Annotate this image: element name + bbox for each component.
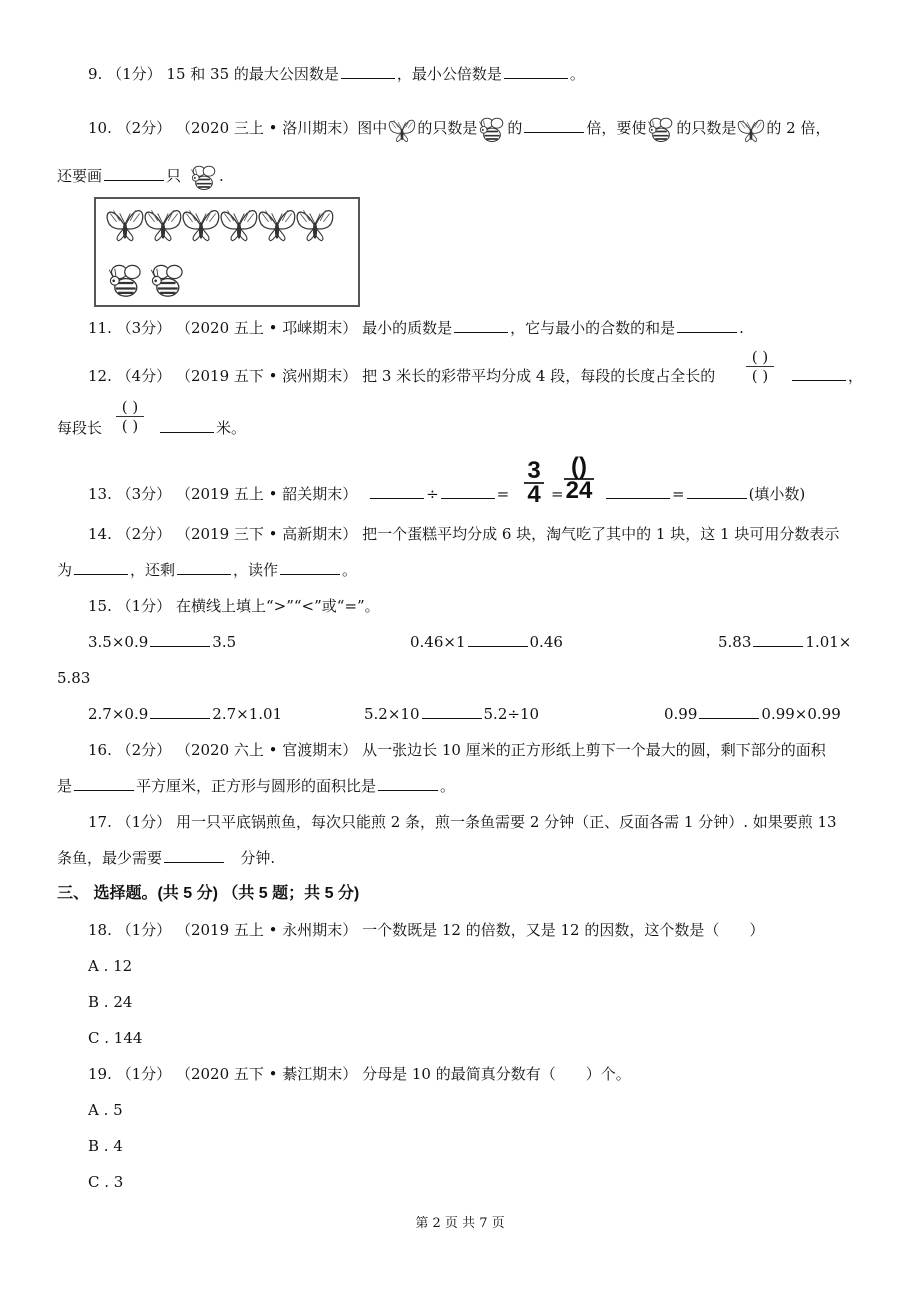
question-number: 17. xyxy=(88,813,112,831)
question-text: 条鱼，最少需要 xyxy=(57,849,163,867)
answer-blank[interactable] xyxy=(150,632,210,647)
score-label: （2分） xyxy=(116,119,172,137)
answer-blank[interactable] xyxy=(468,632,528,647)
source-label: （2019 三下 • 高新期末） xyxy=(175,525,358,543)
operator: = xyxy=(672,485,685,503)
question-text: 还要画 xyxy=(57,167,103,185)
butterfly-icon xyxy=(145,210,181,240)
question-text: . xyxy=(739,319,744,337)
question-text: 的 2 倍， xyxy=(766,119,831,137)
question-text: 。 xyxy=(440,777,456,795)
compare-item xyxy=(88,704,282,724)
score-label: （1分） xyxy=(116,921,172,939)
answer-blank[interactable] xyxy=(177,560,231,575)
score-label: （1分） xyxy=(107,65,162,83)
question-12-blank2 xyxy=(158,418,246,438)
question-text: 。 xyxy=(569,65,585,83)
question-17 xyxy=(88,812,837,832)
answer-blank[interactable] xyxy=(370,484,424,499)
question-text: 是 xyxy=(57,777,73,795)
expr: 1.01× xyxy=(805,633,852,651)
bee-icon xyxy=(151,265,182,296)
question-text: 的只数是 xyxy=(676,119,737,137)
option-b[interactable]: B . 24 xyxy=(88,993,133,1011)
compare-item xyxy=(718,632,851,652)
score-label: （3分） xyxy=(116,319,172,337)
bee-icon xyxy=(109,265,140,296)
bee-icon xyxy=(646,114,676,144)
fraction-denominator: 24 xyxy=(565,477,593,504)
expr: 5.83 xyxy=(718,633,752,651)
fraction-denominator: ( ) xyxy=(121,417,139,435)
question-12-blank xyxy=(790,366,863,386)
answer-blank[interactable] xyxy=(606,484,670,499)
expr: 0.99 xyxy=(664,705,698,723)
compare-item xyxy=(410,632,563,652)
expr: 3.5×0.9 xyxy=(88,633,149,651)
question-number: 13. xyxy=(88,485,112,503)
operator: = xyxy=(496,485,510,503)
score-label: （1分） xyxy=(116,813,172,831)
score-label: （3分） xyxy=(116,485,172,503)
picture-svg xyxy=(96,199,358,305)
answer-blank[interactable] xyxy=(422,704,482,719)
fraction-numerator: () xyxy=(571,453,587,480)
question-number: 9. xyxy=(88,65,103,83)
answer-blank[interactable] xyxy=(677,318,737,333)
answer-blank[interactable] xyxy=(164,848,224,863)
question-text: 一个数既是 12 的倍数，又是 12 的因数，这个数是（ ） xyxy=(362,921,765,939)
compare-item-cont: 5.83 xyxy=(57,669,91,687)
source-label: （2019 五上 • 永州期末） xyxy=(175,921,358,939)
butterfly-icon xyxy=(387,114,417,144)
question-text: 的 xyxy=(507,119,523,137)
question-text: 每段长 xyxy=(57,419,103,437)
option-c[interactable]: C . 144 xyxy=(88,1029,143,1047)
source-label: （2020 六上 • 官渡期末） xyxy=(175,741,358,759)
operator-eq: = xyxy=(551,485,564,503)
expr: 3.5 xyxy=(212,633,237,651)
answer-blank[interactable] xyxy=(160,418,214,433)
answer-blank[interactable] xyxy=(504,64,568,79)
question-number: 16. xyxy=(88,741,112,759)
butterfly-icon xyxy=(107,210,143,240)
question-text: 分钟. xyxy=(240,849,276,867)
question-16-cont xyxy=(57,776,455,796)
answer-blank[interactable] xyxy=(74,776,134,791)
question-12 xyxy=(88,366,715,386)
expr: 0.99×0.99 xyxy=(761,705,841,723)
question-text: 分母是 10 的最简真分数有（ ）个。 xyxy=(362,1065,631,1083)
answer-blank[interactable] xyxy=(74,560,128,575)
question-13-tail xyxy=(604,484,805,504)
fraction-denominator: ( ) xyxy=(751,367,769,385)
fraction-blank[interactable] xyxy=(746,348,774,385)
fraction-denominator: 4 xyxy=(527,481,541,508)
question-number: 12. xyxy=(88,367,112,385)
question-text: 用一只平底锅煎鱼，每次只能煎 2 条，煎一条鱼需要 2 分钟（正、反面各需 1 分钟）. 如果要煎 13 xyxy=(175,813,837,831)
question-text: ，它与最小的合数的和是 xyxy=(510,319,676,337)
expr: 0.46 xyxy=(529,633,563,651)
expr: 5.2×10 xyxy=(364,705,420,723)
butterfly-icon xyxy=(221,210,257,240)
section-title: 三、 选择题。(共 5 分) （共 5 题；共 5 分) xyxy=(57,885,360,902)
question-text: 在横线上填上“>”“<”或“=”。 xyxy=(175,597,380,615)
compare-item xyxy=(364,704,539,724)
fraction-numerator: ( ) xyxy=(751,348,769,366)
question-13 xyxy=(88,484,509,504)
question-number: 10. xyxy=(88,119,112,137)
answer-blank[interactable] xyxy=(792,366,846,381)
question-9 xyxy=(88,64,585,84)
butterfly-icon xyxy=(297,210,333,240)
question-12-cont xyxy=(57,418,102,438)
answer-blank[interactable] xyxy=(753,632,803,647)
source-label: （2019 五上 • 韶关期末） xyxy=(175,485,358,503)
source-label: （2020 三上 • 洛川期末） xyxy=(175,119,358,137)
score-label: （2分） xyxy=(116,525,172,543)
question-14-cont xyxy=(57,560,357,580)
question-text: 15 和 35 的最大公因数是 xyxy=(166,65,339,83)
question-number: 19. xyxy=(88,1065,112,1083)
score-label: （1分） xyxy=(116,1065,172,1083)
option-a[interactable]: A . 12 xyxy=(88,957,133,975)
compare-item xyxy=(88,632,236,652)
question-11 xyxy=(88,318,744,338)
question-text: 图中 xyxy=(357,119,388,137)
question-15 xyxy=(88,596,380,616)
question-10-cont xyxy=(57,162,224,192)
fraction-numerator: ( ) xyxy=(121,398,139,416)
question-text: 为 xyxy=(57,561,73,579)
question-text: ， xyxy=(848,367,864,385)
question-text: 。 xyxy=(342,561,358,579)
question-17-cont xyxy=(57,848,275,868)
question-number: 14. xyxy=(88,525,112,543)
fraction-numerator: 3 xyxy=(527,457,541,484)
compare-item xyxy=(664,704,841,724)
question-number: 18. xyxy=(88,921,112,939)
fraction-blank-24[interactable] xyxy=(564,453,594,504)
picture-box xyxy=(94,197,360,307)
question-text: ，最小公倍数是 xyxy=(396,65,502,83)
question-text: (填小数) xyxy=(748,485,806,503)
question-text: 把一个蛋糕平均分成 6 块，淘气吃了其中的 1 块，这 1 块可用分数表示 xyxy=(362,525,840,543)
question-number: 11. xyxy=(88,319,112,337)
answer-blank[interactable] xyxy=(441,484,495,499)
answer-blank[interactable] xyxy=(378,776,438,791)
expr: 2.7×1.01 xyxy=(212,705,283,723)
question-text: ，读作 xyxy=(233,561,279,579)
option-c[interactable]: C . 3 xyxy=(88,1173,124,1191)
question-19 xyxy=(88,1064,631,1084)
question-10 xyxy=(88,114,830,144)
question-text: 的只数是 xyxy=(417,119,478,137)
question-number: 15. xyxy=(88,597,112,615)
question-14 xyxy=(88,524,839,544)
bee-icon xyxy=(189,162,219,192)
question-text: 从一张边长 10 厘米的正方形纸上剪下一个最大的圆，剩下部分的面积 xyxy=(362,741,826,759)
page-footer: 第 2 页 共 7 页 xyxy=(415,1216,505,1231)
fraction-3-4 xyxy=(524,457,544,508)
fraction-blank[interactable] xyxy=(116,398,144,435)
bee-icon xyxy=(477,114,507,144)
answer-blank[interactable] xyxy=(341,64,395,79)
question-text: 平方厘米，正方形与圆形的面积比是 xyxy=(136,777,377,795)
butterfly-icon xyxy=(259,210,295,240)
option-a[interactable]: A . 5 xyxy=(88,1101,123,1119)
question-text: 倍，要使 xyxy=(586,119,647,137)
expr: 2.7×0.9 xyxy=(88,705,149,723)
source-label: （2020 五下 • 綦江期末） xyxy=(175,1065,358,1083)
question-text: ，还剩 xyxy=(130,561,176,579)
answer-blank[interactable] xyxy=(699,704,759,719)
answer-blank[interactable] xyxy=(524,118,584,133)
source-label: （2020 五上 • 邛崃期末） xyxy=(175,319,358,337)
answer-blank[interactable] xyxy=(104,166,164,181)
question-text: 米。 xyxy=(216,419,247,437)
source-label: （2019 五下 • 滨州期末） xyxy=(175,367,358,385)
score-label: （1分） xyxy=(116,597,172,615)
question-text: 最小的质数是 xyxy=(362,319,453,337)
score-label: （2分） xyxy=(116,741,172,759)
expr: 5.2÷10 xyxy=(483,705,540,723)
butterfly-icon xyxy=(736,114,766,144)
butterfly-icon xyxy=(183,210,219,240)
question-16 xyxy=(88,740,826,760)
question-text: . xyxy=(219,167,224,185)
score-label: （4分） xyxy=(116,367,172,385)
operator: ÷ xyxy=(426,485,439,503)
question-text: 只 xyxy=(166,167,182,185)
answer-blank[interactable] xyxy=(687,484,747,499)
expr: 0.46×1 xyxy=(410,633,466,651)
answer-blank[interactable] xyxy=(280,560,340,575)
option-b[interactable]: B . 4 xyxy=(88,1137,123,1155)
answer-blank[interactable] xyxy=(150,704,210,719)
question-text: 把 3 米长的彩带平均分成 4 段，每段的长度占全长的 xyxy=(362,367,716,385)
question-18 xyxy=(88,920,764,940)
answer-blank[interactable] xyxy=(454,318,508,333)
